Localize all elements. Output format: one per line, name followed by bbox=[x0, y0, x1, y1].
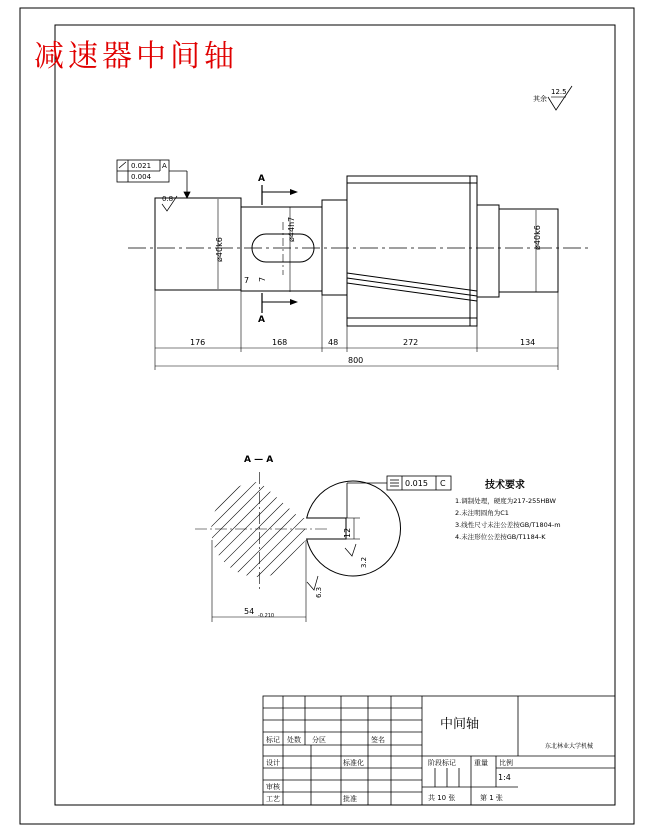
drawing-title: 减速器中间轴 bbox=[34, 39, 238, 74]
tb-zone: 分区 bbox=[312, 736, 326, 744]
tolerance-frame bbox=[117, 160, 190, 198]
section-cut-markers bbox=[258, 174, 298, 325]
svg-text:0.8: 0.8 bbox=[162, 195, 174, 203]
tb-weight: 重量 bbox=[474, 759, 488, 767]
roughness-other-symbol bbox=[533, 86, 572, 110]
tb-process: 工艺 bbox=[266, 795, 280, 803]
keyway-depth-right: 7 bbox=[258, 276, 267, 282]
title-block bbox=[263, 696, 615, 805]
key-width-value: 12 bbox=[343, 527, 352, 538]
dim-seg3: 48 bbox=[328, 338, 339, 347]
tb-standard: 标准化 bbox=[343, 759, 364, 767]
runout-datum: A bbox=[162, 162, 167, 170]
roughness-keyway-bottom bbox=[307, 576, 323, 598]
inner-border bbox=[55, 25, 615, 805]
svg-text:A: A bbox=[258, 315, 265, 325]
tech-req-item-3: 3.线性尺寸未注公差按GB/T1804-m bbox=[455, 521, 561, 529]
svg-text:3.2: 3.2 bbox=[360, 556, 368, 568]
dim-total: 800 bbox=[348, 356, 364, 365]
dim-seg4: 272 bbox=[403, 338, 419, 347]
tb-part-name: 中间轴 bbox=[440, 717, 480, 732]
tb-mark: 标记 bbox=[266, 736, 280, 744]
tb-sheet-no: 第 1 张 bbox=[480, 794, 503, 802]
svg-text:其余: 其余 bbox=[533, 95, 547, 103]
right-journal-dia: ø40k6 bbox=[533, 225, 542, 250]
tb-stage: 阶段标记 bbox=[428, 759, 456, 767]
flatness-datum: C bbox=[440, 479, 446, 488]
tech-req-title: 技术要求 bbox=[485, 480, 525, 491]
svg-text:6.3: 6.3 bbox=[315, 586, 323, 598]
section-width-value: 54 bbox=[244, 607, 255, 616]
runout-value: 0.021 bbox=[131, 162, 152, 170]
svg-text:12.5: 12.5 bbox=[551, 88, 567, 96]
tb-org: 东北林业大学机械 bbox=[545, 743, 594, 750]
section-view-label: A — A bbox=[244, 455, 274, 465]
dim-seg1: 176 bbox=[190, 338, 206, 347]
section-width-dim bbox=[212, 540, 306, 622]
tech-req-item-1: 1.调制处理，硬度为217-255HBW bbox=[455, 497, 556, 505]
svg-text:A: A bbox=[258, 174, 265, 184]
flatness-value: 0.015 bbox=[405, 479, 428, 488]
tech-req-item-4: 4.未注形位公差按GB/T1184-K bbox=[455, 533, 546, 541]
section-width-tol: -0.210 bbox=[258, 613, 275, 619]
shaft-cross-section bbox=[190, 460, 410, 596]
dim-seg2: 168 bbox=[272, 338, 288, 347]
tb-count: 处数 bbox=[287, 736, 301, 744]
tb-approve: 批准 bbox=[343, 795, 357, 803]
tb-scale-label: 比例 bbox=[499, 759, 513, 767]
keyway-dia: ø44h7 bbox=[287, 216, 296, 242]
tb-design: 设计 bbox=[266, 759, 280, 767]
outer-border bbox=[20, 8, 634, 824]
tb-sign: 签名 bbox=[371, 736, 385, 744]
keyway-depth-left: 7 bbox=[244, 276, 250, 285]
roughness-left-journal bbox=[162, 195, 177, 211]
left-journal-dia: ø40k6 bbox=[215, 237, 224, 262]
roughness-keyway-side bbox=[345, 544, 368, 568]
cylindricity-value: 0.004 bbox=[131, 173, 152, 181]
tb-scale-value: 1:4 bbox=[498, 773, 511, 782]
tb-review: 审核 bbox=[266, 783, 280, 791]
tech-req-item-2: 2.未注明圆角为C1 bbox=[455, 509, 509, 517]
dim-seg5: 134 bbox=[520, 338, 536, 347]
tb-total-sheets: 共 10 张 bbox=[428, 794, 456, 802]
